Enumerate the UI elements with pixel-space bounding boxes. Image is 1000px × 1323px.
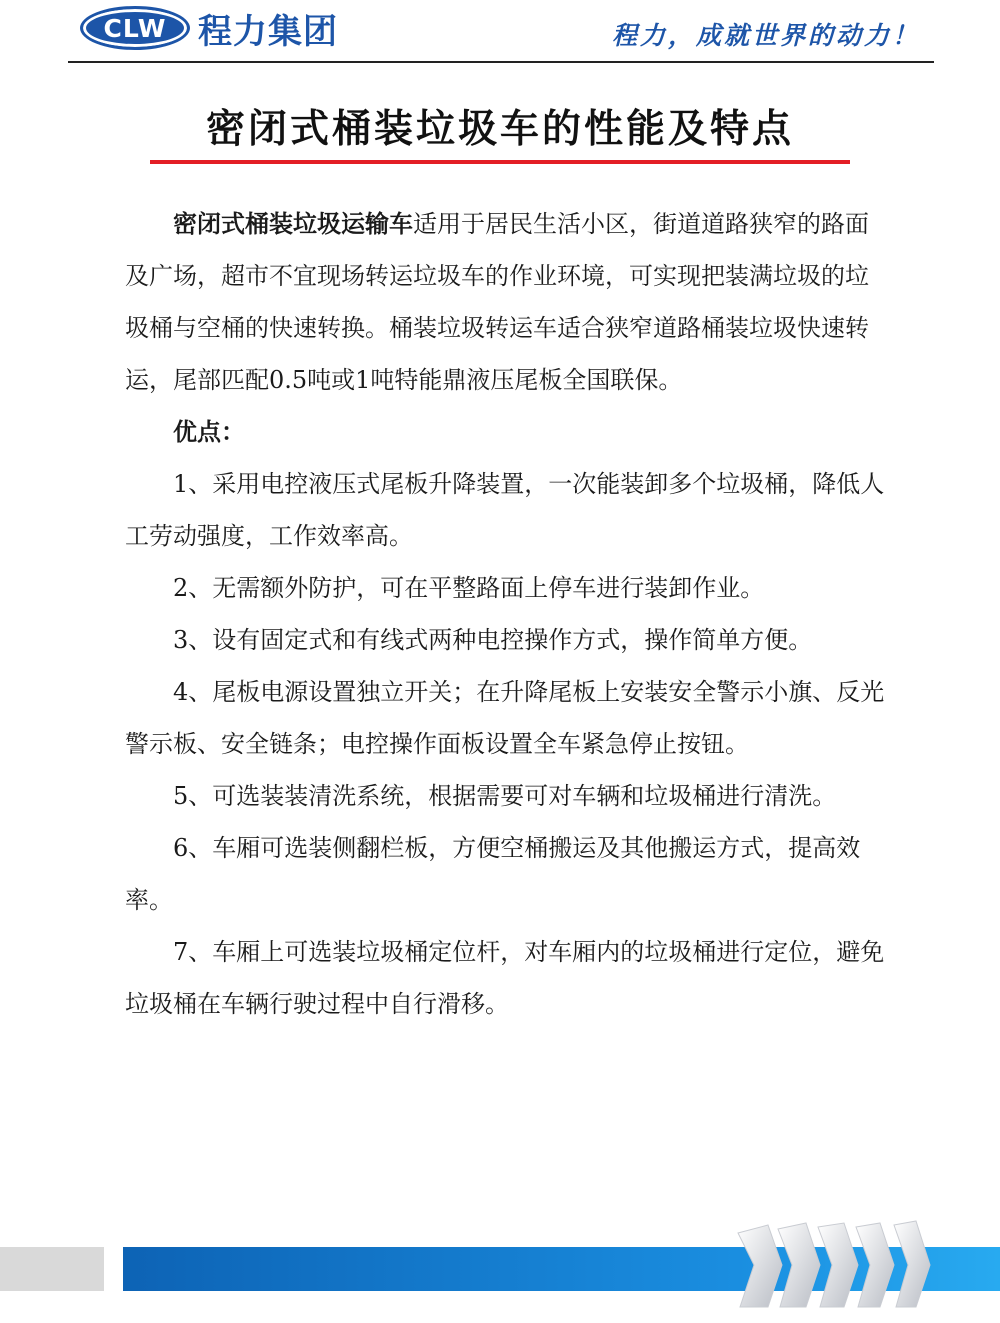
advantages-heading: 优点： [173, 418, 245, 446]
page-header [0, 0, 1000, 64]
document-title: 密闭式桶装垃圾车的性能及特点 [205, 107, 794, 152]
footer-chevron-decoration [720, 1215, 950, 1315]
advantage-item: 6、车厢可选装侧翻栏板，方便空桶搬运及其他搬运方式，提高效率。 [125, 834, 861, 914]
slogan: 程力，成就世界的动力！ [611, 21, 920, 50]
intro-text: 适用于居民生活小区，街道道路狭窄的路面及广场，超市不宜现场转运垃圾车的作业环境，可实现把装满垃圾的垃圾桶与空桶的快速转换。桶装垃圾转运车适合狭窄道路桶装垃圾快速转运，尾部匹配0.5吨或1吨特能鼎液压尾板全国联保。 [125, 210, 869, 394]
company-name: 程力集团 [198, 11, 338, 52]
clw-logo-icon [80, 6, 190, 50]
advantage-item: 3、设有固定式和有线式两种电控操作方式，操作简单方便。 [173, 626, 813, 654]
document-body [125, 198, 890, 1030]
advantage-item: 2、无需额外防护，可在平整路面上停车进行装卸作业。 [173, 574, 765, 602]
footer-gray-bar [0, 1247, 104, 1291]
advantage-item: 1、采用电控液压式尾板升降装置，一次能装卸多个垃圾桶，降低人工劳动强度，工作效率高。 [125, 470, 885, 550]
advantage-item: 5、可选装装清洗系统，根据需要可对车辆和垃圾桶进行清洗。 [173, 782, 837, 810]
advantage-item: 7、车厢上可选装垃圾桶定位杆，对车厢内的垃圾桶进行定位，避免垃圾桶在车辆行驶过程中自行滑移。 [125, 938, 885, 1018]
logo-text: CLW [103, 13, 167, 43]
header-divider [68, 61, 934, 63]
intro-lead: 密闭式桶装垃圾运输车 [173, 210, 413, 238]
intro-paragraph [125, 198, 890, 406]
title-underline [150, 160, 850, 164]
company-logo [80, 6, 338, 50]
advantage-item: 4、尾板电源设置独立开关；在升降尾板上安装安全警示小旗、反光警示板、安全链条；电控操作面板设置全车紧急停止按钮。 [125, 678, 885, 758]
